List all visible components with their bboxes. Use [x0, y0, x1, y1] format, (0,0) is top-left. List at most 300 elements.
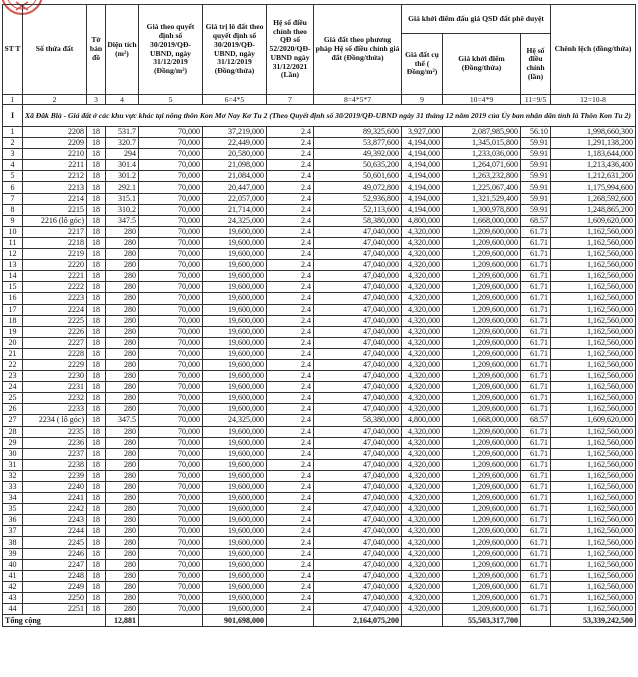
cell-gia-qd: 70,000 — [139, 304, 203, 315]
cell-so-thua: 2233 — [23, 404, 87, 415]
cell-stt: 1 — [3, 127, 23, 138]
cell-dien-tich: 280 — [106, 559, 139, 570]
cell-stt: 19 — [3, 326, 23, 337]
cell-gia-dat-pp: 52,936,800 — [314, 193, 402, 204]
cell-to-ban-do: 18 — [87, 448, 106, 459]
cell-chenh-lech: 1,162,560,000 — [551, 260, 636, 271]
cell-gia-qd: 70,000 — [139, 548, 203, 559]
cell-dien-tich: 280 — [106, 526, 139, 537]
cell-gia-dat-pp: 47,040,000 — [314, 348, 402, 359]
cell-he-so: 2.4 — [267, 470, 314, 481]
cell-chenh-lech: 1,162,560,000 — [551, 293, 636, 304]
cell-he-so-dc: 61.71 — [521, 504, 551, 515]
cell-chenh-lech: 1,162,560,000 — [551, 504, 636, 515]
cell-gia-qd: 70,000 — [139, 149, 203, 160]
cell-gia-tri-lo: 21,098,000 — [203, 160, 267, 171]
cell-gia-tri-lo: 20,580,000 — [203, 149, 267, 160]
cell-gia-tri-lo: 19,600,000 — [203, 548, 267, 559]
cell-to-ban-do: 18 — [87, 437, 106, 448]
table-row — [3, 559, 636, 570]
index-cell: 4 — [106, 95, 139, 105]
cell-so-thua: 2231 — [23, 382, 87, 393]
col-header-gia-dat-pp: Giá đất theo phương pháp Hệ số điều chỉnh giá đất (Đồng/thửa) — [314, 5, 402, 95]
cell-dien-tich: 280 — [106, 592, 139, 603]
cell-to-ban-do: 18 — [87, 204, 106, 215]
table-row — [3, 204, 636, 215]
table-row — [3, 537, 636, 548]
index-cell: 12=10-8 — [551, 95, 636, 105]
cell-he-so-dc: 61.71 — [521, 482, 551, 493]
table-row — [3, 426, 636, 437]
cell-gia-dat-pp: 47,040,000 — [314, 482, 402, 493]
cell-he-so: 2.4 — [267, 426, 314, 437]
col-header-he-so-dc: Hệ số điều chỉnh (lần) — [521, 34, 551, 95]
cell-gia-cu-the: 4,320,000 — [402, 448, 443, 459]
cell-he-so: 2.4 — [267, 337, 314, 348]
cell-gia-qd: 70,000 — [139, 482, 203, 493]
cell-he-so: 2.4 — [267, 282, 314, 293]
cell-gia-dat-pp: 89,325,600 — [314, 127, 402, 138]
cell-gia-tri-lo: 19,600,000 — [203, 515, 267, 526]
cell-gia-kd-thua: 1,209,600,000 — [443, 404, 521, 415]
cell-so-thua: 2250 — [23, 592, 87, 603]
cell-chenh-lech: 1,162,560,000 — [551, 470, 636, 481]
cell-to-ban-do: 18 — [87, 592, 106, 603]
cell-stt: 40 — [3, 559, 23, 570]
total-empty-cell — [402, 615, 443, 627]
table-row — [3, 570, 636, 581]
cell-gia-kd-thua: 1,225,067,400 — [443, 182, 521, 193]
cell-gia-cu-the: 4,194,000 — [402, 171, 443, 182]
cell-gia-dat-pp: 50,635,200 — [314, 160, 402, 171]
cell-chenh-lech: 1,291,138,200 — [551, 138, 636, 149]
table-row — [3, 371, 636, 382]
cell-dien-tich: 280 — [106, 382, 139, 393]
cell-he-so-dc: 68.57 — [521, 215, 551, 226]
cell-gia-qd: 70,000 — [139, 226, 203, 237]
cell-chenh-lech: 1,162,560,000 — [551, 404, 636, 415]
cell-dien-tich: 347.5 — [106, 415, 139, 426]
cell-he-so: 2.4 — [267, 526, 314, 537]
cell-gia-kd-thua: 1,209,600,000 — [443, 470, 521, 481]
table-row — [3, 592, 636, 603]
cell-gia-cu-the: 4,320,000 — [402, 371, 443, 382]
table-row — [3, 548, 636, 559]
total-row — [3, 615, 636, 627]
cell-he-so: 2.4 — [267, 315, 314, 326]
cell-gia-cu-the: 4,320,000 — [402, 348, 443, 359]
table-row — [3, 271, 636, 282]
cell-gia-dat-pp: 47,040,000 — [314, 382, 402, 393]
table-row — [3, 293, 636, 304]
cell-gia-tri-lo: 19,600,000 — [203, 459, 267, 470]
cell-gia-qd: 70,000 — [139, 581, 203, 592]
index-cell: 5 — [139, 95, 203, 105]
cell-stt: 15 — [3, 282, 23, 293]
cell-gia-tri-lo: 19,600,000 — [203, 604, 267, 615]
cell-dien-tich: 294 — [106, 149, 139, 160]
cell-chenh-lech: 1,162,560,000 — [551, 249, 636, 260]
cell-stt: 21 — [3, 348, 23, 359]
cell-to-ban-do: 18 — [87, 215, 106, 226]
cell-gia-cu-the: 4,194,000 — [402, 138, 443, 149]
col-header-gia-qd: Giá theo quyết định số 30/2019/QĐ-UBND, ngày 31/12/2019 (Đồng/m²) — [139, 5, 203, 95]
cell-stt: 27 — [3, 415, 23, 426]
cell-he-so: 2.4 — [267, 160, 314, 171]
cell-gia-kd-thua: 1,209,600,000 — [443, 260, 521, 271]
cell-dien-tich: 280 — [106, 282, 139, 293]
cell-dien-tich: 280 — [106, 304, 139, 315]
cell-gia-cu-the: 4,320,000 — [402, 426, 443, 437]
cell-gia-cu-the: 4,320,000 — [402, 559, 443, 570]
cell-gia-kd-thua: 1,209,600,000 — [443, 448, 521, 459]
cell-gia-qd: 70,000 — [139, 171, 203, 182]
cell-so-thua: 2221 — [23, 271, 87, 282]
cell-chenh-lech: 1,162,560,000 — [551, 426, 636, 437]
cell-gia-cu-the: 4,320,000 — [402, 548, 443, 559]
cell-gia-kd-thua: 1,209,600,000 — [443, 326, 521, 337]
cell-chenh-lech: 1,162,560,000 — [551, 493, 636, 504]
cell-gia-qd: 70,000 — [139, 160, 203, 171]
cell-he-so: 2.4 — [267, 138, 314, 149]
cell-gia-qd: 70,000 — [139, 515, 203, 526]
cell-gia-cu-the: 4,194,000 — [402, 204, 443, 215]
cell-gia-cu-the: 4,320,000 — [402, 260, 443, 271]
total-gia-kd-thua: 55,503,317,700 — [443, 615, 521, 627]
cell-gia-kd-thua: 1,209,600,000 — [443, 237, 521, 248]
cell-to-ban-do: 18 — [87, 237, 106, 248]
cell-so-thua: 2234 ( lô góc) — [23, 415, 87, 426]
cell-chenh-lech: 1,162,560,000 — [551, 271, 636, 282]
table-row — [3, 127, 636, 138]
cell-he-so: 2.4 — [267, 537, 314, 548]
cell-stt: 11 — [3, 237, 23, 248]
cell-gia-tri-lo: 19,600,000 — [203, 337, 267, 348]
table-row — [3, 282, 636, 293]
cell-so-thua: 2213 — [23, 182, 87, 193]
cell-to-ban-do: 18 — [87, 282, 106, 293]
cell-gia-tri-lo: 19,600,000 — [203, 537, 267, 548]
cell-gia-tri-lo: 19,600,000 — [203, 482, 267, 493]
cell-he-so-dc: 61.71 — [521, 282, 551, 293]
cell-gia-tri-lo: 19,600,000 — [203, 526, 267, 537]
cell-he-so-dc: 61.71 — [521, 537, 551, 548]
cell-gia-tri-lo: 19,600,000 — [203, 493, 267, 504]
cell-gia-kd-thua: 1,209,600,000 — [443, 393, 521, 404]
table-row — [3, 448, 636, 459]
cell-so-thua: 2228 — [23, 348, 87, 359]
cell-chenh-lech: 1,162,560,000 — [551, 226, 636, 237]
cell-he-so-dc: 61.71 — [521, 592, 551, 603]
cell-gia-cu-the: 4,320,000 — [402, 271, 443, 282]
cell-stt: 12 — [3, 249, 23, 260]
cell-dien-tich: 280 — [106, 348, 139, 359]
cell-stt: 22 — [3, 359, 23, 370]
cell-gia-tri-lo: 19,600,000 — [203, 348, 267, 359]
cell-stt: 32 — [3, 470, 23, 481]
cell-he-so-dc: 61.71 — [521, 470, 551, 481]
cell-he-so: 2.4 — [267, 182, 314, 193]
cell-gia-tri-lo: 19,600,000 — [203, 282, 267, 293]
cell-gia-kd-thua: 1,209,600,000 — [443, 337, 521, 348]
cell-to-ban-do: 18 — [87, 581, 106, 592]
cell-so-thua: 2238 — [23, 459, 87, 470]
cell-he-so: 2.4 — [267, 204, 314, 215]
cell-dien-tich: 280 — [106, 237, 139, 248]
col-header-he-so: Hệ số điều chỉnh theo QĐ số 52/2020/QĐ-UBND ngày 31/12/2021 (Lần) — [267, 5, 314, 95]
table-row — [3, 415, 636, 426]
cell-gia-dat-pp: 49,072,800 — [314, 182, 402, 193]
cell-he-so-dc: 61.71 — [521, 493, 551, 504]
cell-so-thua: 2211 — [23, 160, 87, 171]
cell-gia-qd: 70,000 — [139, 182, 203, 193]
cell-he-so: 2.4 — [267, 459, 314, 470]
cell-chenh-lech: 1,248,865,200 — [551, 204, 636, 215]
cell-to-ban-do: 18 — [87, 127, 106, 138]
cell-to-ban-do: 18 — [87, 404, 106, 415]
total-label: Tổng cộng — [3, 615, 106, 627]
cell-he-so: 2.4 — [267, 493, 314, 504]
cell-he-so: 2.4 — [267, 515, 314, 526]
cell-to-ban-do: 18 — [87, 138, 106, 149]
cell-chenh-lech: 1,162,560,000 — [551, 393, 636, 404]
cell-gia-dat-pp: 47,040,000 — [314, 393, 402, 404]
cell-he-so: 2.4 — [267, 293, 314, 304]
cell-he-so: 2.4 — [267, 504, 314, 515]
cell-he-so-dc: 59.91 — [521, 204, 551, 215]
cell-dien-tich: 280 — [106, 493, 139, 504]
cell-gia-kd-thua: 1,209,600,000 — [443, 604, 521, 615]
cell-gia-kd-thua: 1,209,600,000 — [443, 371, 521, 382]
cell-gia-tri-lo: 19,600,000 — [203, 271, 267, 282]
cell-gia-tri-lo: 19,600,000 — [203, 592, 267, 603]
cell-gia-qd: 70,000 — [139, 426, 203, 437]
cell-he-so: 2.4 — [267, 570, 314, 581]
cell-gia-qd: 70,000 — [139, 404, 203, 415]
cell-stt: 33 — [3, 482, 23, 493]
cell-stt: 29 — [3, 437, 23, 448]
cell-gia-kd-thua: 1,209,600,000 — [443, 459, 521, 470]
cell-to-ban-do: 18 — [87, 426, 106, 437]
cell-stt: 28 — [3, 426, 23, 437]
cell-gia-dat-pp: 47,040,000 — [314, 470, 402, 481]
cell-gia-dat-pp: 47,040,000 — [314, 271, 402, 282]
cell-stt: 4 — [3, 160, 23, 171]
cell-to-ban-do: 18 — [87, 293, 106, 304]
cell-to-ban-do: 18 — [87, 415, 106, 426]
cell-gia-dat-pp: 47,040,000 — [314, 570, 402, 581]
cell-gia-qd: 70,000 — [139, 382, 203, 393]
cell-so-thua: 2209 — [23, 138, 87, 149]
cell-he-so: 2.4 — [267, 171, 314, 182]
cell-gia-kd-thua: 1,209,600,000 — [443, 570, 521, 581]
cell-stt: 17 — [3, 304, 23, 315]
cell-gia-qd: 70,000 — [139, 193, 203, 204]
cell-gia-cu-the: 4,320,000 — [402, 570, 443, 581]
cell-gia-kd-thua: 1,209,600,000 — [443, 304, 521, 315]
cell-gia-qd: 70,000 — [139, 293, 203, 304]
cell-stt: 9 — [3, 215, 23, 226]
cell-he-so-dc: 61.71 — [521, 226, 551, 237]
cell-gia-dat-pp: 47,040,000 — [314, 315, 402, 326]
cell-he-so: 2.4 — [267, 581, 314, 592]
cell-he-so: 2.4 — [267, 437, 314, 448]
cell-dien-tich: 280 — [106, 337, 139, 348]
cell-to-ban-do: 18 — [87, 304, 106, 315]
cell-chenh-lech: 1,162,560,000 — [551, 592, 636, 603]
cell-chenh-lech: 1,162,560,000 — [551, 382, 636, 393]
cell-chenh-lech: 1,162,560,000 — [551, 237, 636, 248]
cell-so-thua: 2218 — [23, 237, 87, 248]
cell-so-thua: 2244 — [23, 526, 87, 537]
cell-stt: 3 — [3, 149, 23, 160]
cell-so-thua: 2240 — [23, 482, 87, 493]
cell-gia-dat-pp: 47,040,000 — [314, 515, 402, 526]
cell-gia-qd: 70,000 — [139, 337, 203, 348]
cell-gia-kd-thua: 1,209,600,000 — [443, 504, 521, 515]
cell-to-ban-do: 18 — [87, 271, 106, 282]
cell-he-so-dc: 61.71 — [521, 260, 551, 271]
cell-he-so: 2.4 — [267, 415, 314, 426]
cell-stt: 25 — [3, 393, 23, 404]
cell-to-ban-do: 18 — [87, 459, 106, 470]
cell-gia-kd-thua: 1,668,000,000 — [443, 215, 521, 226]
cell-gia-dat-pp: 58,380,000 — [314, 415, 402, 426]
cell-gia-cu-the: 3,927,000 — [402, 127, 443, 138]
index-cell: 10=4*9 — [443, 95, 521, 105]
cell-chenh-lech: 1,162,560,000 — [551, 315, 636, 326]
cell-he-so-dc: 59.91 — [521, 149, 551, 160]
cell-stt: 13 — [3, 260, 23, 271]
cell-he-so: 2.4 — [267, 548, 314, 559]
cell-he-so: 2.4 — [267, 271, 314, 282]
cell-he-so-dc: 61.71 — [521, 459, 551, 470]
cell-he-so-dc: 61.71 — [521, 448, 551, 459]
cell-dien-tich: 280 — [106, 426, 139, 437]
cell-dien-tich: 280 — [106, 359, 139, 370]
cell-chenh-lech: 1,162,560,000 — [551, 581, 636, 592]
cell-gia-qd: 70,000 — [139, 138, 203, 149]
cell-gia-tri-lo: 19,600,000 — [203, 326, 267, 337]
cell-to-ban-do: 18 — [87, 393, 106, 404]
cell-stt: 35 — [3, 504, 23, 515]
cell-to-ban-do: 18 — [87, 537, 106, 548]
cell-chenh-lech: 1,162,560,000 — [551, 570, 636, 581]
table-row — [3, 138, 636, 149]
cell-chenh-lech: 1,162,560,000 — [551, 326, 636, 337]
cell-dien-tich: 280 — [106, 581, 139, 592]
total-empty-cell — [521, 615, 551, 627]
cell-gia-kd-thua: 1,209,600,000 — [443, 271, 521, 282]
cell-dien-tich: 301.2 — [106, 171, 139, 182]
cell-gia-dat-pp: 47,040,000 — [314, 548, 402, 559]
cell-he-so: 2.4 — [267, 260, 314, 271]
table-row — [3, 604, 636, 615]
cell-stt: 8 — [3, 204, 23, 215]
cell-gia-qd: 70,000 — [139, 570, 203, 581]
cell-gia-qd: 70,000 — [139, 448, 203, 459]
cell-stt: 14 — [3, 271, 23, 282]
table-row — [3, 581, 636, 592]
cell-gia-cu-the: 4,320,000 — [402, 237, 443, 248]
cell-gia-tri-lo: 24,325,000 — [203, 415, 267, 426]
cell-gia-cu-the: 4,800,000 — [402, 415, 443, 426]
cell-he-so-dc: 59.91 — [521, 171, 551, 182]
table-row — [3, 348, 636, 359]
cell-so-thua: 2210 — [23, 149, 87, 160]
cell-chenh-lech: 1,998,660,300 — [551, 127, 636, 138]
cell-gia-kd-thua: 2,087,985,900 — [443, 127, 521, 138]
cell-gia-dat-pp: 47,040,000 — [314, 282, 402, 293]
table-row — [3, 260, 636, 271]
section-number: I — [3, 105, 23, 127]
cell-gia-tri-lo: 19,600,000 — [203, 426, 267, 437]
cell-gia-kd-thua: 1,321,529,400 — [443, 193, 521, 204]
cell-gia-cu-the: 4,320,000 — [402, 359, 443, 370]
cell-he-so-dc: 59.91 — [521, 160, 551, 171]
cell-gia-dat-pp: 47,040,000 — [314, 504, 402, 515]
cell-gia-dat-pp: 47,040,000 — [314, 559, 402, 570]
cell-gia-cu-the: 4,320,000 — [402, 493, 443, 504]
table-row — [3, 515, 636, 526]
table-row — [3, 493, 636, 504]
cell-dien-tich: 280 — [106, 537, 139, 548]
cell-gia-kd-thua: 1,209,600,000 — [443, 592, 521, 603]
table-row — [3, 393, 636, 404]
cell-chenh-lech: 1,162,560,000 — [551, 604, 636, 615]
cell-he-so: 2.4 — [267, 304, 314, 315]
cell-gia-dat-pp: 47,040,000 — [314, 459, 402, 470]
cell-gia-cu-the: 4,320,000 — [402, 526, 443, 537]
cell-dien-tich: 280 — [106, 570, 139, 581]
cell-he-so-dc: 68.57 — [521, 415, 551, 426]
cell-so-thua: 2224 — [23, 304, 87, 315]
cell-gia-tri-lo: 20,447,000 — [203, 182, 267, 193]
total-gia-dat-pp: 2,164,075,200 — [314, 615, 402, 627]
cell-dien-tich: 280 — [106, 393, 139, 404]
cell-so-thua: 2229 — [23, 359, 87, 370]
cell-dien-tich: 280 — [106, 504, 139, 515]
table-row — [3, 215, 636, 226]
cell-dien-tich: 280 — [106, 315, 139, 326]
header-row-top — [3, 5, 636, 34]
cell-gia-qd: 70,000 — [139, 260, 203, 271]
cell-gia-qd: 70,000 — [139, 249, 203, 260]
cell-gia-dat-pp: 47,040,000 — [314, 581, 402, 592]
total-empty-cell — [139, 615, 203, 627]
cell-so-thua: 2242 — [23, 504, 87, 515]
cell-chenh-lech: 1,162,560,000 — [551, 548, 636, 559]
table-row — [3, 526, 636, 537]
cell-stt: 6 — [3, 182, 23, 193]
cell-he-so: 2.4 — [267, 348, 314, 359]
table-row — [3, 249, 636, 260]
cell-gia-cu-the: 4,320,000 — [402, 470, 443, 481]
total-empty-cell — [267, 615, 314, 627]
cell-gia-qd: 70,000 — [139, 215, 203, 226]
cell-so-thua: 2223 — [23, 293, 87, 304]
cell-he-so-dc: 61.71 — [521, 382, 551, 393]
cell-gia-kd-thua: 1,345,015,800 — [443, 138, 521, 149]
cell-he-so-dc: 61.71 — [521, 570, 551, 581]
cell-dien-tich: 280 — [106, 326, 139, 337]
cell-chenh-lech: 1,183,644,000 — [551, 149, 636, 160]
column-index-row — [3, 95, 636, 105]
cell-gia-cu-the: 4,320,000 — [402, 592, 443, 603]
cell-he-so-dc: 61.71 — [521, 426, 551, 437]
cell-gia-tri-lo: 19,600,000 — [203, 382, 267, 393]
cell-gia-dat-pp: 47,040,000 — [314, 237, 402, 248]
